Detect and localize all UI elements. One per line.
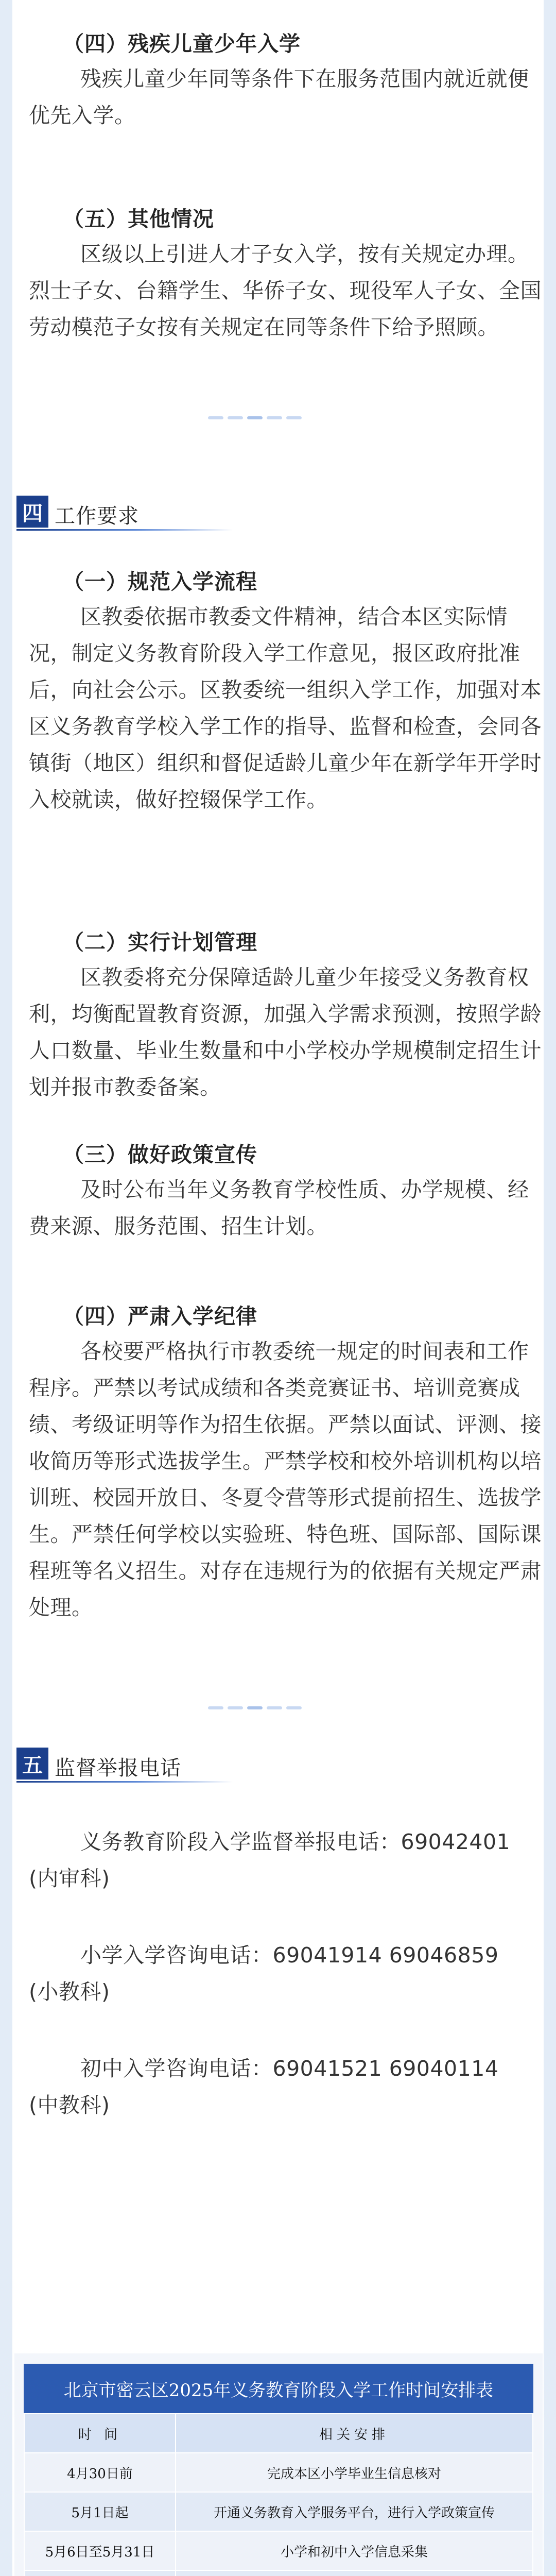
section-number-badge: 四 (16, 496, 48, 528)
table-cell-arrangement (176, 2570, 533, 2576)
hotline-middle (29, 2050, 544, 2124)
paragraph-plan-management: 区教委将充分保障适龄儿童少年接受义务教育权利，均衡配置教育资源，加强入学需求预测，按照学龄人口数量、毕业生数量和中小学校办学规模制定招生计划并报市教委备案。 (29, 965, 542, 1099)
hotline-text: 义务教育阶段入学监督举报电话：69042401 (80, 1829, 511, 1854)
section-underline (16, 1781, 233, 1783)
section-divider (208, 416, 302, 419)
article-body (12, 0, 544, 2576)
hotline-dept: (小教科) (29, 1979, 110, 2004)
subheading-other-cases: （五）其他情况 (63, 207, 214, 231)
column-header-time: 时 间 (24, 2414, 176, 2453)
hotline-primary (29, 1937, 544, 2010)
table-cell-arrangement: 完成本区小学毕业生信息核对 (176, 2453, 533, 2492)
paragraph-other-cases: 区级以上引进人才子女入学，按有关规定办理。烈士子女、台籍学生、华侨子女、现役军人子女、全国劳动模范子女按有关规定在同等条件下给予照顾。 (29, 242, 542, 340)
hotline-supervision (29, 1824, 544, 1897)
table-cell-time (24, 2570, 176, 2576)
subheading-plan-management: （二）实行计划管理 (63, 930, 257, 955)
table-cell-time: 5月6日至5月31日 (24, 2531, 176, 2570)
table-cell-arrangement: 小学和初中入学信息采集 (176, 2531, 533, 2570)
section-underline (16, 529, 233, 531)
section-header-hotline (16, 1748, 305, 1783)
table-cell-time: 5月1日起 (24, 2492, 176, 2531)
schedule-table-image (14, 2353, 543, 2576)
table-cell-arrangement: 开通义务教育入学服务平台，进行入学政策宣传 (176, 2492, 533, 2531)
table-row (24, 2453, 533, 2492)
table-row (24, 2531, 533, 2570)
schedule-table (24, 2413, 533, 2576)
subheading-enrollment-discipline: （四）严肃入学纪律 (63, 1304, 257, 1329)
table-row (24, 2492, 533, 2531)
section-divider (208, 1706, 302, 1709)
section-header-work-requirements (16, 496, 305, 531)
paragraph-disabled-children: 残疾儿童少年同等条件下在服务范围内就近就便优先入学。 (29, 66, 529, 128)
hotline-text: 小学入学咨询电话：69041914 69046859 (80, 1943, 499, 1968)
section-title: 监督举报电话 (55, 1756, 181, 1780)
section-title: 工作要求 (55, 504, 139, 528)
paragraph-policy-publicity: 及时公布当年义务教育学校性质、办学规模、经费来源、服务范围、招生计划。 (29, 1177, 529, 1239)
hotline-text: 初中入学咨询电话：69041521 69040114 (80, 2056, 499, 2081)
column-header-arrangement: 相关安排 (176, 2414, 533, 2453)
table-row (24, 2570, 533, 2576)
hotline-dept: (中教科) (29, 2093, 110, 2117)
subheading-disabled-children: （四）残疾儿童少年入学 (63, 31, 301, 56)
paragraph-standardize-process: 区教委依据市教委文件精神，结合本区实际情况，制定义务教育阶段入学工作意见，报区政府批准后，向社会公示。区教委统一组织入学工作，加强对本区义务教育学校入学工作的指导、监督和检查，会同各镇街（地区）组织和督促适龄儿童少年在新学年开学时入校就读，做好控辍保学工作。 (29, 604, 542, 812)
hotline-dept: (内审科) (29, 1866, 110, 1891)
paragraph-enrollment-discipline: 各校要严格执行市教委统一规定的时间表和工作程序。严禁以考试成绩和各类竞赛证书、培训竞赛成绩、考级证明等作为招生依据。严禁以面试、评测、接收简历等形式选拔学生。严禁学校和校外培训机构以培训班、校园开放日、冬夏令营等形式提前招生、选拔学生。严禁任何学校以实验班、特色班、国际部、国际课程班等名义招生。对存在违规行为的依据有关规定严肃处理。 (29, 1339, 542, 1620)
table-cell-time: 4月30日前 (24, 2453, 176, 2492)
subheading-standardize-process: （一）规范入学流程 (63, 569, 257, 594)
section-number-badge: 五 (16, 1748, 48, 1780)
subheading-policy-publicity: （三）做好政策宣传 (63, 1142, 257, 1167)
schedule-table-title: 北京市密云区2025年义务教育阶段入学工作时间安排表 (24, 2364, 533, 2413)
